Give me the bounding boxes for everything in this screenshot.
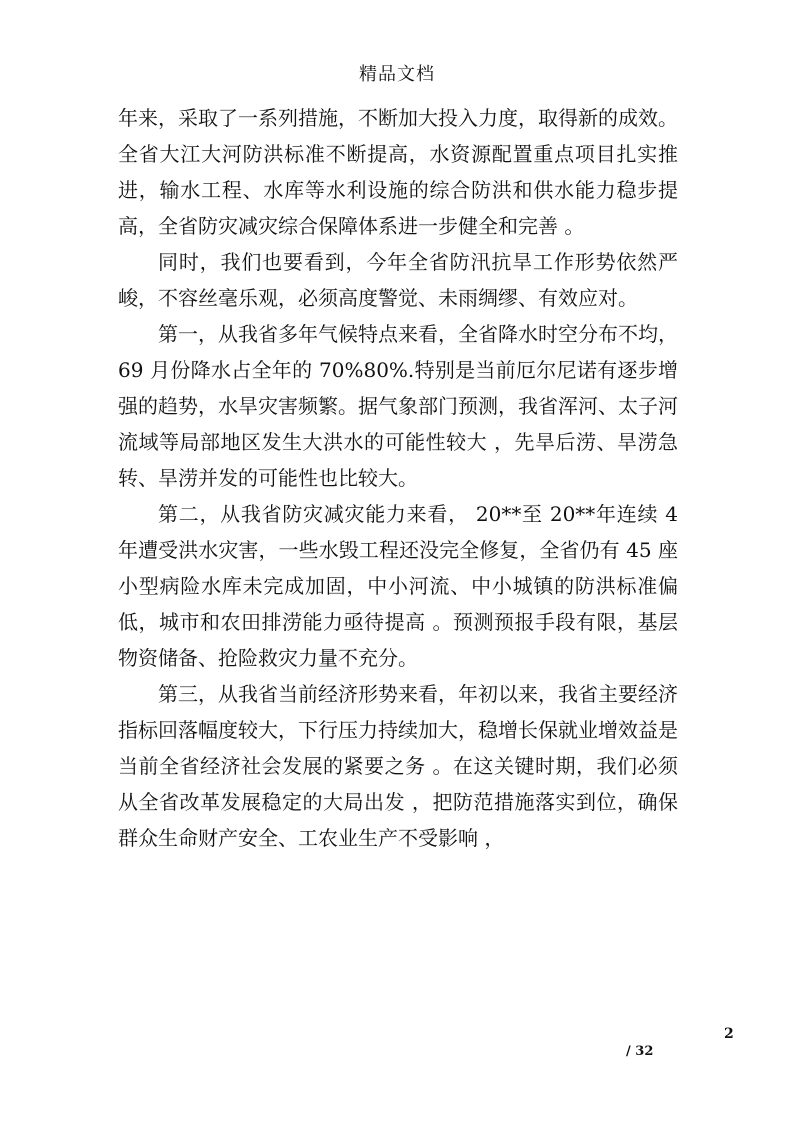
page-number: 2 [724,1026,734,1042]
document-body [118,100,678,856]
paragraph-3: 第一，从我省多年气候特点来看，全省降水时空分布不均，69 月份降水占全年的 70%80%.特别是当前厄尔尼诺有逐步增强的趋势，水旱灾害频繁。据气象部门预测，我省浑河、太子河流域等局部地区发生大洪水的可能性较大 ，先旱后涝、旱涝急转、旱涝并发的可能性也比较大。 [118,322,678,490]
paragraph-5: 第三，从我省当前经济形势来看，年初以来，我省主要经济指标回落幅度较大，下行压力持续加大，稳增长保就业增效益是当前全省经济社会发展的紧要之务 。在这关键时期，我们必须从全省改革发展稳定的大局出发 ，把防范措施落实到位，确保群众生命财产安全、工农业生产不受影响 ， [118,682,678,850]
paragraph-1: 年来，采取了一系列措施，不断加大投入力度，取得新的成效。全省大江大河防洪标准不断提高，水资源配置重点项目扎实推进，输水工程、水库等水利设施的综合防洪和供水能力稳步提高，全省防灾减灾综合保障体系进一步健全和完善 。 [118,106,678,238]
paragraph-4: 第二，从我省防灾减灾能力来看， 20**至 20**年连续 4 年遭受洪水灾害，一些水毁工程还没完全修复，全省仍有 45 座小型病险水库未完成加固，中小河流、中小城镇的防洪标准偏低，城市和农田排涝能力亟待提高 。预测预报手段有限，基层物资储备、抢险救灾力量不充分。 [118,502,678,670]
page-total: / 32 [626,1044,654,1059]
paragraph-2: 同时，我们也要看到，今年全省防汛抗旱工作形势依然严峻，不容丝毫乐观，必须高度警觉、未雨绸缪、有效应对。 [118,250,678,310]
document-header: 精品文档 [359,64,435,85]
